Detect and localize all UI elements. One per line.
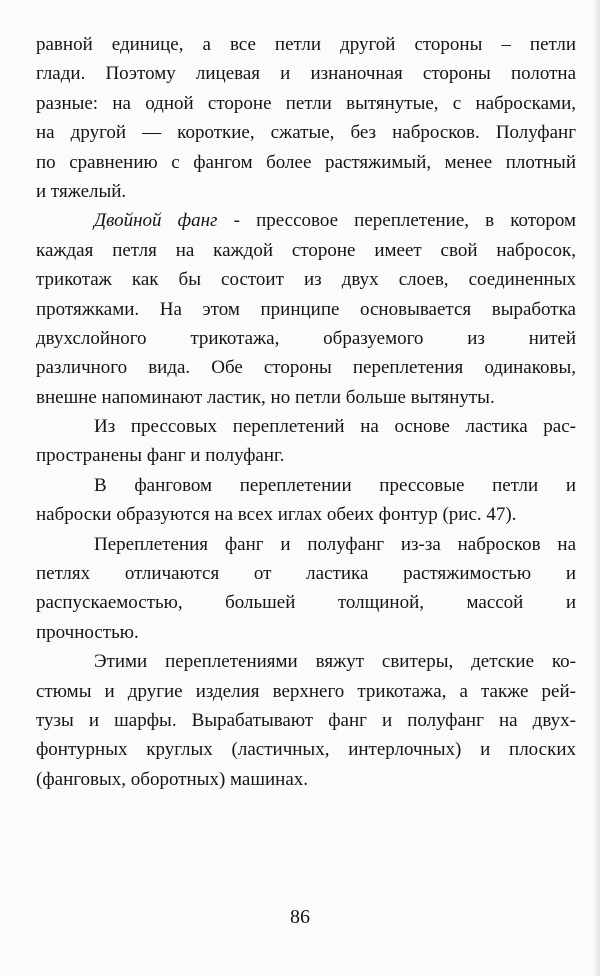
text-line: В фанговом переплетении прессовые петли и: [94, 474, 576, 496]
text-line: Из прессовых переплетений на основе ластика рас-: [94, 416, 576, 438]
text-line: фонтурных круглых (ластичных, интерлочных) и плоских: [36, 739, 576, 761]
text-line: распускаемостью, большей толщиной, массой и: [36, 592, 576, 614]
text-line: по сравнению с фангом более растяжимый, менее плотный: [36, 151, 576, 173]
text-line: Этими переплетениями вяжут свитеры, детские ко-: [94, 651, 576, 673]
text-line: трикотаж как бы состоит из двух слоев, соединенных: [36, 269, 576, 291]
text-line: протяжками. На этом принципе основывается выработка: [36, 298, 576, 320]
text-line: (фанговых, оборотных) машинах.: [36, 768, 309, 790]
text-line: различного вида. Обе стороны переплетения одинаковы,: [36, 357, 576, 379]
term-definition-first-line: [36, 206, 576, 235]
body-text: [36, 30, 576, 794]
text-line: на другой — короткие, сжатые, без набросков. Полуфанг: [36, 122, 576, 144]
text-line: петлях отличаются от ластика растяжимостью и: [36, 563, 576, 585]
text-line: разные: на одной стороне петли вытянутые, с набросками,: [36, 92, 576, 114]
text-line: и тяжелый.: [36, 180, 127, 202]
scan-edge-shadow: [592, 0, 600, 976]
text-line: равной единице, а все петли другой стороны – петли: [36, 34, 576, 55]
text-line: внешне напоминают ластик, но петли больше вытянуты.: [36, 386, 495, 408]
text-line: тузы и шарфы. Вырабатывают фанг и полуфанг на двух-: [36, 709, 576, 731]
text-line: двухслойного трикотажа, образуемого из нитей: [36, 327, 576, 349]
page-number: 86: [290, 906, 310, 928]
term-double-fang: Двойной фанг: [94, 210, 218, 232]
text-line: Переплетения фанг и полуфанг из-за набросков на: [94, 533, 576, 555]
text-line: каждая петля на каждой стороне имеет свой набросок,: [36, 239, 576, 261]
text-line: глади. Поэтому лицевая и изнаночная стороны полотна: [36, 63, 576, 85]
text-line: прочностью.: [36, 621, 139, 643]
definition-start: - прессовое переплетение, в котором: [217, 210, 576, 232]
text-line: стюмы и другие изделия верхнего трикотажа, а также рей-: [36, 680, 576, 702]
text-line: пространены фанг и полуфанг.: [36, 445, 285, 467]
text-line: наброски образуются на всех иглах обеих фонтур (рис. 47).: [36, 504, 517, 526]
